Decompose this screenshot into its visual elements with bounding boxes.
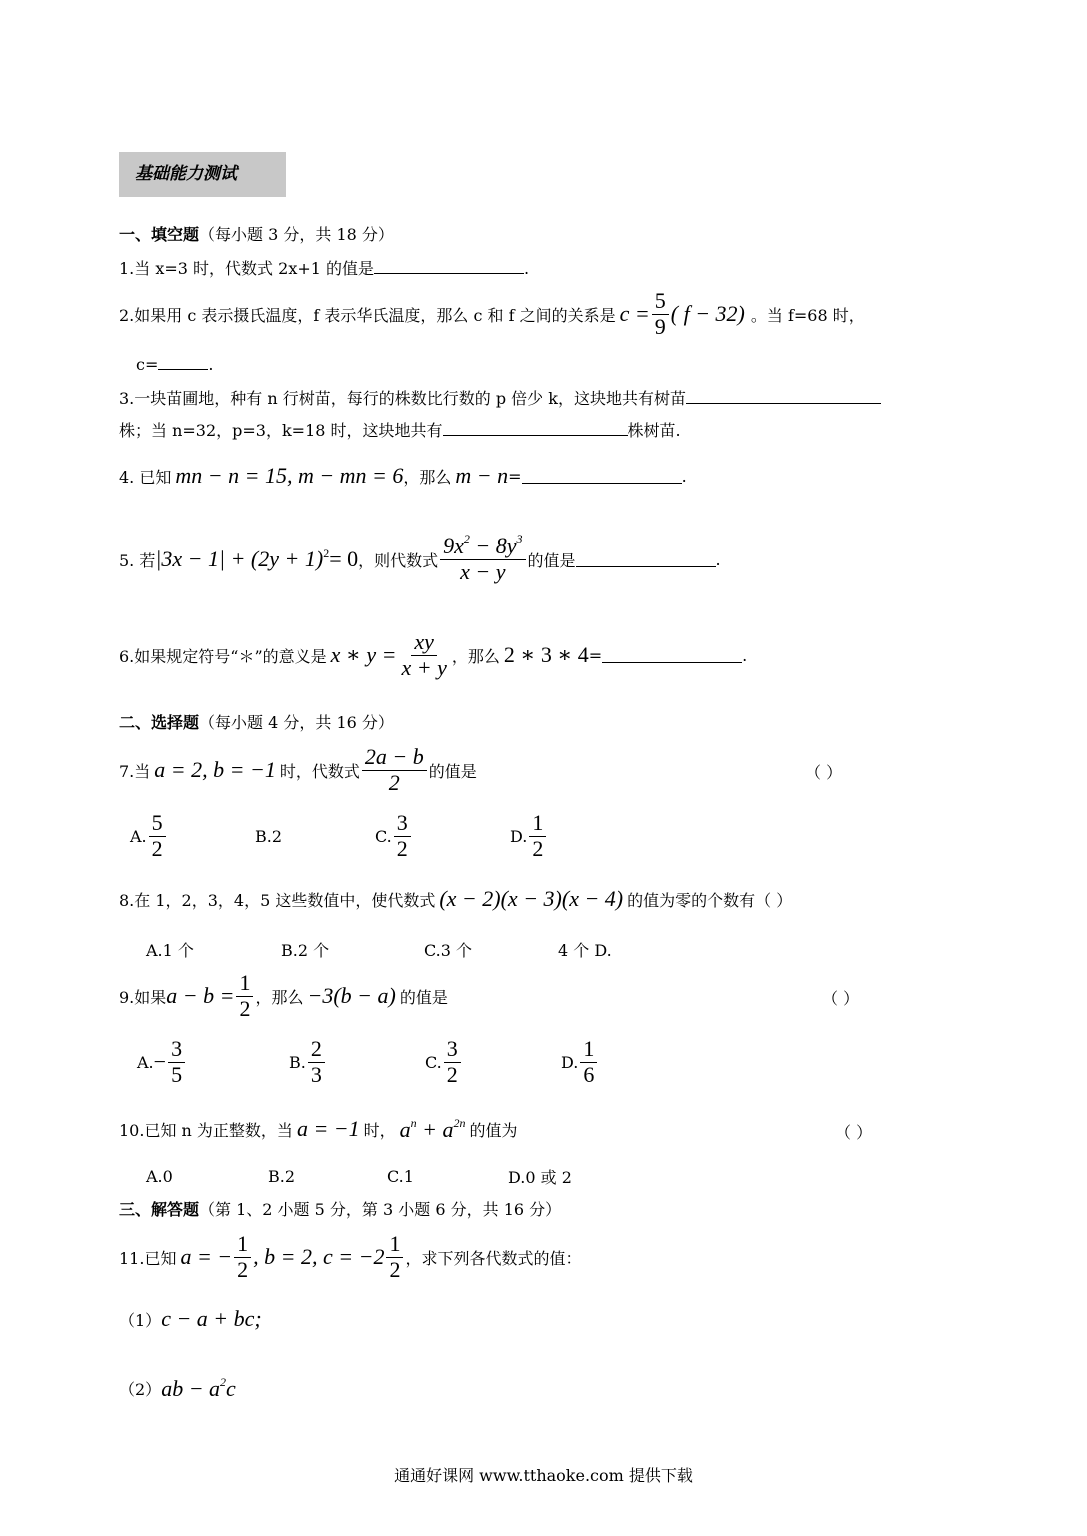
- formula: mn − n = 15, m − mn = 6: [175, 463, 404, 488]
- formula-lhs: x ∗ y =: [330, 642, 397, 667]
- numerator: 1: [580, 1037, 597, 1063]
- numerator: 2: [308, 1037, 325, 1063]
- option-b[interactable]: B.2: [268, 1167, 296, 1186]
- denominator: 2: [396, 835, 408, 861]
- question-10: [119, 1113, 518, 1145]
- question-6-end: .: [742, 645, 748, 665]
- option-d[interactable]: [561, 1037, 599, 1087]
- formula: |3x − 1| + (2y + 1): [155, 546, 324, 571]
- formula-lhs: c =: [619, 301, 650, 326]
- answer-blank[interactable]: [522, 469, 682, 484]
- section-banner: 基础能力测试: [119, 152, 286, 197]
- question-3-text: 3.一块苗圃地，种有 n 行树苗，每行的株数比行数的 p 倍少 k，这块地共有树苗: [119, 389, 686, 408]
- fraction: [440, 533, 525, 584]
- denominator: 6: [583, 1061, 595, 1087]
- formula-lhs: a − b =: [166, 983, 235, 1008]
- question-1-text: 1.当 x=3 时，代数式 2x+1 的值是: [119, 259, 375, 278]
- question-6: [119, 624, 747, 686]
- superscript: 2n: [453, 1115, 466, 1130]
- question-10-mid: 时，: [363, 1120, 396, 1140]
- part-label: （2）: [119, 1379, 162, 1399]
- question-8-options: [146, 938, 612, 961]
- denominator: 2: [237, 1256, 249, 1282]
- question-4-text: 4. 已知: [119, 467, 172, 487]
- numerator: 3: [168, 1037, 185, 1063]
- section-1-heading: [119, 222, 394, 245]
- formula-rhs: ( f − 32): [670, 301, 745, 326]
- formula: −3(b − a): [307, 983, 396, 1008]
- answer-paren[interactable]: （ ）: [835, 1123, 873, 1142]
- option-d[interactable]: 4 个 D.: [558, 941, 612, 960]
- option-a[interactable]: [137, 1037, 289, 1087]
- formula-bc: , b = 2, c = −2: [253, 1244, 385, 1269]
- condition: a = −1: [296, 1116, 360, 1141]
- superscript: 3: [516, 532, 523, 547]
- fraction: [168, 1037, 185, 1087]
- question-4: [119, 460, 687, 492]
- fraction: [149, 811, 166, 861]
- answer-blank[interactable]: [443, 421, 628, 436]
- option-a[interactable]: A.0: [146, 1167, 173, 1186]
- fraction: [234, 1232, 251, 1282]
- question-3-text-2: 株；当 n=32，p=3，k=18 时，这块地共有: [119, 421, 443, 440]
- option-b[interactable]: [289, 1037, 425, 1087]
- section-2-title: 二、选择题: [119, 713, 200, 732]
- option-label: A.: [137, 1052, 154, 1072]
- question-11-text: 11.已知: [119, 1248, 177, 1268]
- question-7-text: 7.当: [119, 761, 151, 781]
- numerator: 1: [236, 971, 253, 997]
- question-5-mid: ，则代数式: [358, 550, 439, 570]
- option-label: D.: [510, 826, 528, 846]
- question-7-post: 的值是: [428, 761, 477, 781]
- question-2-end: .: [208, 355, 214, 374]
- option-d[interactable]: [510, 811, 548, 861]
- answer-blank[interactable]: [686, 389, 881, 404]
- option-a[interactable]: [130, 811, 255, 861]
- question-9: [119, 966, 448, 1026]
- option-label: C.: [375, 826, 392, 846]
- term: 9x: [443, 533, 464, 559]
- question-2-line2: [136, 355, 213, 374]
- base: a: [399, 1116, 411, 1142]
- section-1-title: 一、填空题: [119, 225, 200, 244]
- numerator: 3: [394, 811, 411, 837]
- question-3-end: 株树苗.: [627, 421, 681, 440]
- answer-blank[interactable]: [374, 259, 524, 274]
- equals: =: [588, 645, 603, 665]
- question-8: [119, 883, 792, 915]
- formula: c − a + bc;: [161, 1306, 262, 1331]
- fraction: [652, 289, 669, 339]
- denominator: 9: [654, 313, 666, 339]
- fraction: [308, 1037, 325, 1087]
- section-2-note: （每小题 4 分，共 16 分）: [199, 713, 394, 732]
- question-3-line1: [119, 386, 881, 409]
- superscript: 2: [323, 545, 330, 560]
- fraction: [386, 1232, 403, 1282]
- option-c[interactable]: [425, 1037, 561, 1087]
- denominator: 2: [532, 835, 544, 861]
- section-3-title: 三、解答题: [119, 1200, 200, 1219]
- fraction: [236, 971, 253, 1021]
- footer: 通通好课网 www.tthaoke.com 提供下载: [394, 1466, 693, 1485]
- section-1-note: （每小题 3 分，共 18 分）: [199, 225, 394, 244]
- denominator: 5: [171, 1061, 183, 1087]
- base: + a: [416, 1116, 454, 1142]
- equals: =: [508, 466, 522, 486]
- question-2-c: c=: [136, 355, 159, 374]
- question-5-post: 的值是: [527, 550, 576, 570]
- section-3-heading: [119, 1197, 561, 1220]
- numerator: xy: [411, 630, 437, 656]
- option-c[interactable]: [375, 811, 510, 861]
- superscript: 2: [463, 532, 470, 547]
- denominator: 2: [388, 769, 400, 795]
- question-7-options: [130, 806, 548, 866]
- option-c[interactable]: C.1: [387, 1167, 414, 1186]
- fraction: [529, 811, 546, 861]
- fraction: [580, 1037, 597, 1087]
- question-7: [119, 740, 477, 800]
- option-c[interactable]: C.3 个: [424, 941, 473, 960]
- question-11-part-2: [119, 1371, 236, 1405]
- formula: c: [226, 1375, 236, 1401]
- option-b[interactable]: [255, 827, 375, 846]
- question-9-mid: ，那么: [255, 987, 304, 1007]
- question-8-text: 8.在 1，2，3，4，5 这些数值中，使代数式: [119, 890, 436, 910]
- question-11-post: ，求下列各代数式的值：: [405, 1248, 582, 1268]
- fraction: [394, 811, 411, 861]
- question-10-options: [146, 1165, 572, 1188]
- denominator: 2: [446, 1061, 458, 1087]
- question-10-text: 10.已知 n 为正整数，当: [119, 1120, 293, 1140]
- answer-paren[interactable]: （ ）: [822, 989, 860, 1008]
- denominator: 3: [310, 1061, 322, 1087]
- question-2-text: 2.如果用 c 表示摄氏温度，f 表示华氏温度，那么 c 和 f 之间的关系是: [119, 305, 616, 325]
- denominator: 2: [389, 1256, 401, 1282]
- part-label: （1）: [119, 1310, 162, 1330]
- option-d[interactable]: D.0 或 2: [508, 1168, 572, 1187]
- question-10-post: 的值为: [469, 1120, 518, 1140]
- formula-tail: = 0: [329, 546, 359, 571]
- question-5-end: .: [715, 549, 721, 569]
- numerator: 1: [234, 1232, 251, 1258]
- question-9-options: [137, 1032, 599, 1092]
- numerator: 5: [149, 811, 166, 837]
- superscript: 2: [220, 1374, 227, 1389]
- formula: (x − 2)(x − 3)(x − 4): [439, 886, 624, 911]
- question-11-part-1: [119, 1303, 262, 1335]
- option-a[interactable]: A.1 个: [146, 941, 194, 960]
- option-label: D.: [561, 1052, 579, 1072]
- fraction: [398, 630, 449, 680]
- denominator: 2: [151, 835, 163, 861]
- formula-ask: m − n: [455, 463, 509, 488]
- denominator: 2: [239, 995, 251, 1021]
- fraction: [444, 1037, 461, 1087]
- section-3-note: （第 1、2 小题 5 分，第 3 小题 6 分，共 16 分）: [199, 1200, 562, 1219]
- option-label: A.: [130, 826, 147, 846]
- option-label: B.2: [255, 826, 283, 846]
- minus-sign: −: [153, 1049, 167, 1074]
- question-4-mid: ，那么: [403, 467, 452, 487]
- question-5-text: 5. 若: [119, 550, 156, 570]
- numerator: 5: [652, 289, 669, 315]
- question-6-mid: ，那么: [451, 646, 500, 666]
- formula-ask: 2 ∗ 3 ∗ 4: [503, 642, 589, 667]
- fraction: [362, 745, 427, 795]
- question-1-end: .: [524, 259, 530, 278]
- numerator: 1: [529, 811, 546, 837]
- question-1: [119, 256, 529, 279]
- numerator: 3: [444, 1037, 461, 1063]
- section-2-heading: [119, 710, 394, 733]
- answer-blank[interactable]: [576, 552, 716, 567]
- question-9-text: 9.如果: [119, 987, 167, 1007]
- numerator: 2a − b: [362, 745, 427, 771]
- formula: ab − a: [161, 1375, 221, 1401]
- answer-blank[interactable]: [158, 355, 208, 370]
- answer-blank[interactable]: [602, 648, 742, 663]
- term: − 8y: [469, 533, 517, 559]
- question-8-post: 的值为零的个数有（ ）: [627, 890, 793, 910]
- superscript: n: [410, 1115, 417, 1130]
- question-3-line2: [119, 418, 681, 441]
- answer-paren[interactable]: （ ）: [805, 763, 843, 782]
- question-7-mid: 时，代数式: [279, 761, 360, 781]
- question-4-end: .: [681, 466, 687, 486]
- denominator: x − y: [460, 559, 506, 584]
- question-6-text: 6.如果规定符号“＊”的意义是: [119, 646, 327, 666]
- numerator: 1: [386, 1232, 403, 1258]
- question-5: [119, 528, 721, 590]
- numerator: [440, 533, 525, 560]
- question-2: [119, 286, 865, 342]
- question-9-post: 的值是: [399, 987, 448, 1007]
- question-11: [119, 1226, 581, 1288]
- option-label: B.: [289, 1052, 306, 1072]
- question-2-post: 。当 f=68 时，: [750, 305, 865, 325]
- option-label: C.: [425, 1052, 442, 1072]
- denominator: x + y: [401, 654, 447, 680]
- option-b[interactable]: B.2 个: [281, 941, 330, 960]
- formula-a: a = −: [180, 1244, 233, 1269]
- condition: a = 2, b = −1: [154, 757, 276, 782]
